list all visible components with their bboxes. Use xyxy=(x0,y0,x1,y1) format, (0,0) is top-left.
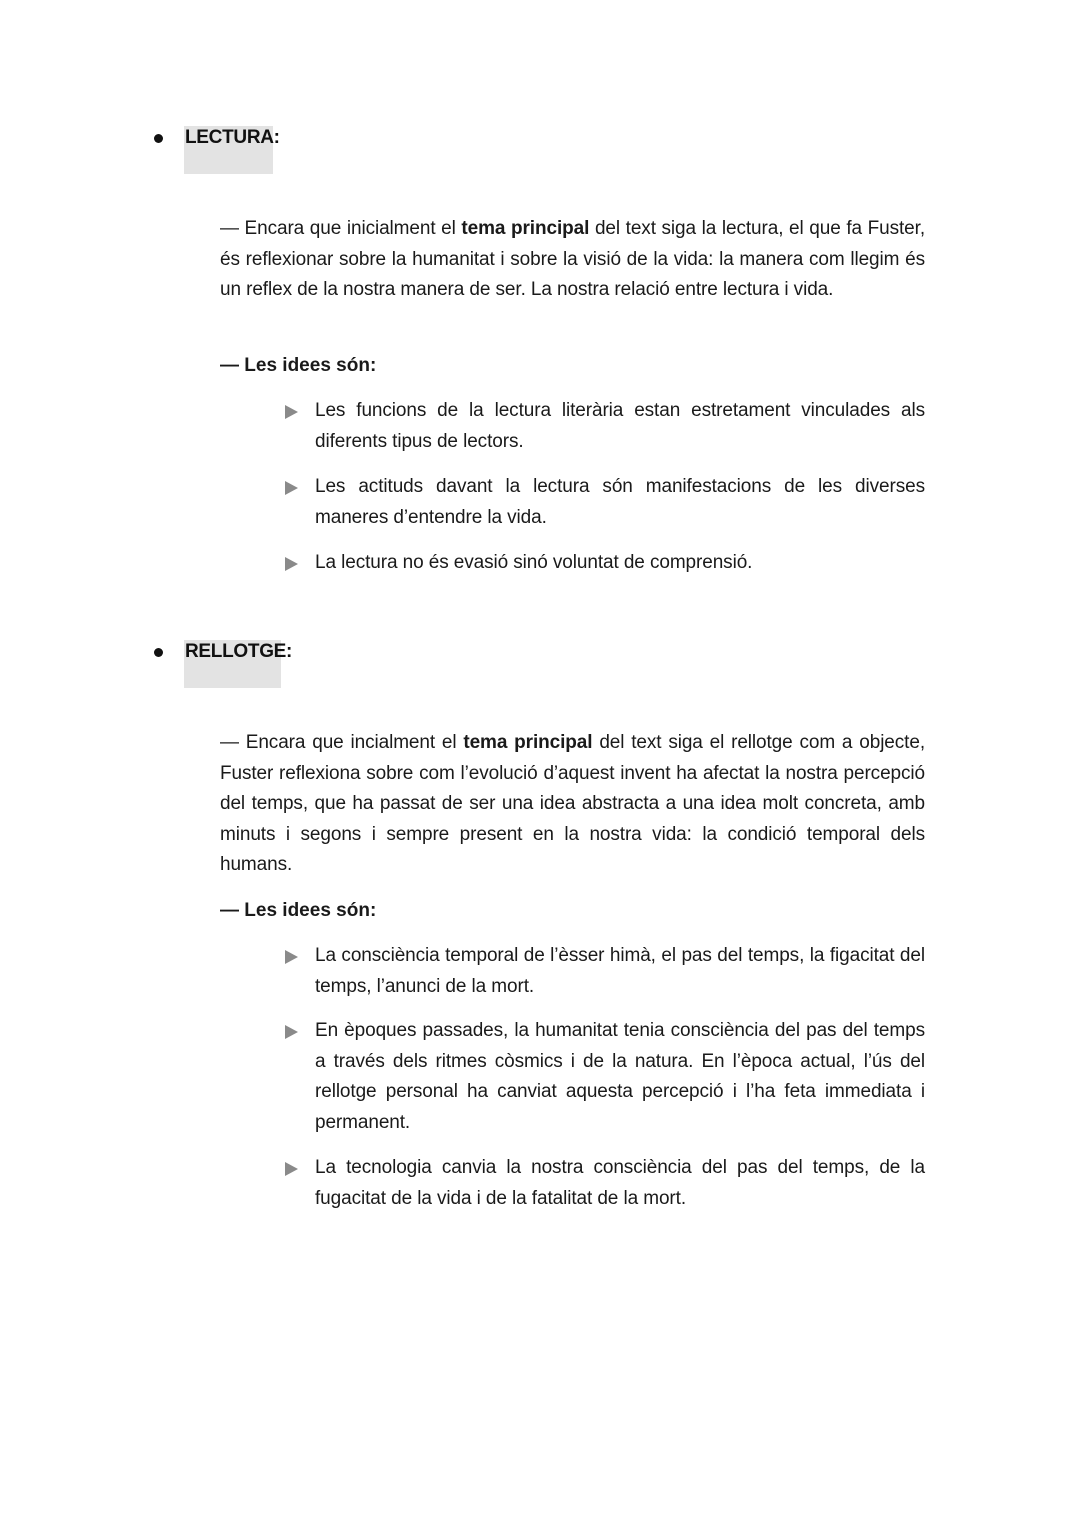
list-item-text: Les actituds davant la lectura són manifestacions de les diverses maneres d’entendre la vida. xyxy=(315,476,925,528)
arrow-right-icon xyxy=(285,1025,298,1039)
list-item-text: En èpoques passades, la humanitat tenia consciència del pas del temps a través dels ritmes còsmics i de la natura. En l’època actual, l’ús del rellotge personal ha canviat aquesta percepció i l’ha feta immediata i permanent. xyxy=(315,1020,925,1133)
heading-label: LECTURA: xyxy=(184,126,273,174)
list-item-text: Les funcions de la lectura literària estan estretament vinculades als diferents tipus de lectors. xyxy=(315,400,925,452)
intro-rest-text: del text siga la lectura, el que fa Fuster, és reflexionar sobre la humanitat i sobre la visió de la vida: la manera com llegim és un reflex de la nostra manera de ser. La nostra relació entre lectura i vida. xyxy=(220,218,925,301)
arrow-right-icon xyxy=(285,481,298,495)
arrow-right-icon xyxy=(285,1162,298,1176)
arrow-right-icon xyxy=(285,950,298,964)
list-item-text: La consciència temporal de l’èsser himà, el pas del temps, la figacitat del temps, l’anunci de la mort. xyxy=(315,945,925,997)
intro-bold-text: tema principal xyxy=(461,218,590,239)
ideas-label: — Les idees són: xyxy=(220,355,377,376)
list-item-text: La lectura no és evasió sinó voluntat de comprensió. xyxy=(315,552,753,573)
bullet-icon xyxy=(154,648,163,657)
intro-paragraph xyxy=(220,728,925,881)
bullet-icon xyxy=(154,134,163,143)
arrow-right-icon xyxy=(285,557,298,571)
list-item-text: La tecnologia canvia la nostra consciència del pas del temps, de la fugacitat de la vida i de la fatalitat de la mort. xyxy=(315,1157,925,1209)
intro-dash-text: — Encara que incialment el xyxy=(220,732,464,753)
ideas-label: — Les idees són: xyxy=(220,900,377,921)
intro-bold-text: tema principal xyxy=(463,732,593,753)
intro-paragraph xyxy=(220,214,925,306)
heading-label: RELLOTGE: xyxy=(184,640,281,688)
intro-dash-text: — Encara que inicialment el xyxy=(220,218,462,239)
arrow-right-icon xyxy=(285,405,298,419)
intro-rest-text: del text siga el rellotge com a objecte, Fuster reflexiona sobre com l’evolució d’aquest invent ha afectat la nostra percepció del temps, que ha passat de ser una idea abstracta a una idea molt concreta, amb minuts i segons i sempre present en la nostra vida: la condició temporal dels humans. xyxy=(220,732,926,876)
